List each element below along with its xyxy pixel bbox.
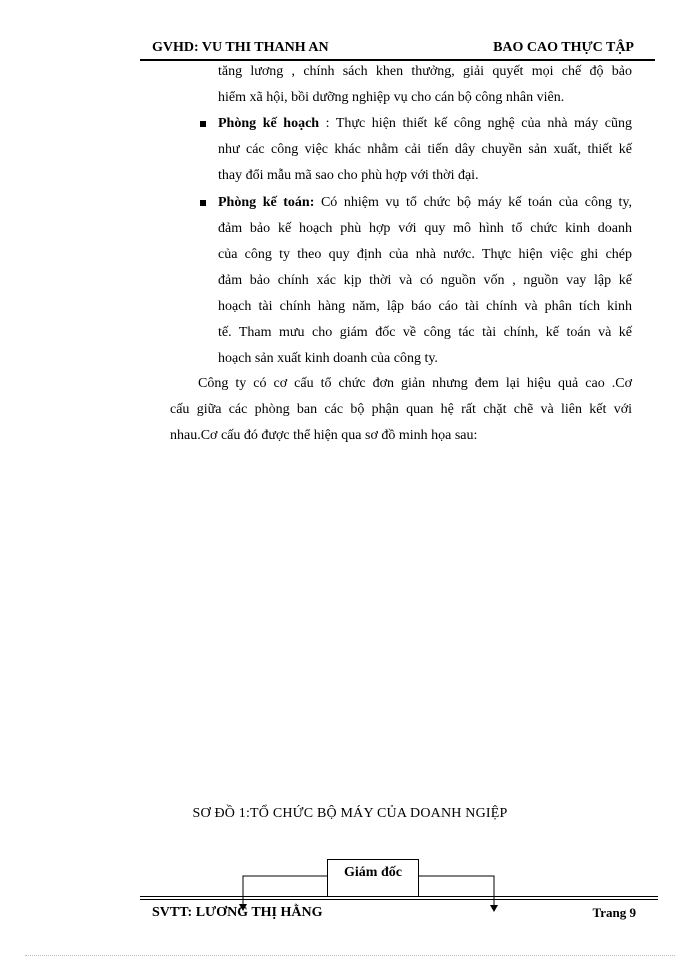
- bullet-text: Có nhiệm vụ tổ chức bộ máy kế toán của công ty,: [314, 195, 632, 210]
- paragraph-line: Công ty có cơ cấu tổ chức đơn giản nhưng đem lại hiệu quả cao .Cơ: [198, 376, 632, 391]
- bullet-line: đảm bảo chính xác kịp thời và có nguồn vốn , nguồn vay lập kế: [218, 273, 632, 288]
- diagram-title: SƠ ĐỒ 1:TỔ CHỨC BỘ MÁY CỦA DOANH NGIỆP: [192, 806, 508, 821]
- bullet-line: đảm bảo kế hoạch phù hợp với quy mô hình tổ chức kinh doanh: [218, 221, 632, 236]
- org-box-director: [327, 859, 419, 897]
- header-report-title: BAO CAO THỰC TẬP: [493, 40, 634, 55]
- bullet-line: của công ty theo quy định của nhà nước. Thực hiện việc ghi chép: [218, 247, 632, 262]
- header-instructor: GVHD: VU THI THANH AN: [152, 40, 329, 55]
- bullet-line: tế. Tham mưu cho giám đốc về công tác tài chính, kế toán và kế: [218, 325, 632, 340]
- connector-left: [243, 876, 327, 905]
- intro-line: hiểm xã hội, bồi dưỡng nghiệp vụ cho cán bộ công nhân viên.: [218, 90, 565, 105]
- bullet-line: như các công việc khác nhằm cải tiến dây chuyền sản xuất, thiết kế: [218, 142, 632, 157]
- arrow-right-icon: [490, 905, 498, 912]
- connector-right: [419, 876, 494, 905]
- paragraph-line: nhau.Cơ cấu đó được thể hiện qua sơ đồ minh họa sau:: [170, 428, 478, 443]
- bullet-line: hoạch tài chính hàng năm, lập báo cáo tài chính và phân tích kinh: [218, 299, 632, 314]
- bullet-line: hoạch sản xuất kinh doanh của công ty.: [218, 351, 438, 366]
- footer-rule: [140, 899, 658, 900]
- intro-line: tăng lương , chính sách khen thưởng, giải quyết mọi chế độ bảo: [218, 64, 632, 79]
- footer-page-number: Trang 9: [592, 905, 636, 920]
- page-edge-dotted: [25, 955, 675, 956]
- bullet-line: thay đổi mẫu mã sao cho phù hợp với thời đại.: [218, 168, 479, 183]
- org-box-label: Giám đốc: [344, 865, 402, 880]
- bullet-title: Phòng kế hoạch: [218, 116, 320, 131]
- paragraph-line: cấu giữa các phòng ban các bộ phận quan hệ rất chặt chẽ và liên kết với: [170, 402, 632, 417]
- footer-student: SVTT: LƯƠNG THỊ HẰNG: [152, 905, 323, 920]
- bullet-title: Phòng kế toán:: [218, 195, 315, 210]
- footer-rule: [140, 896, 658, 897]
- bullet-text: : Thực hiện thiết kế công nghệ của nhà máy cũng: [319, 116, 633, 131]
